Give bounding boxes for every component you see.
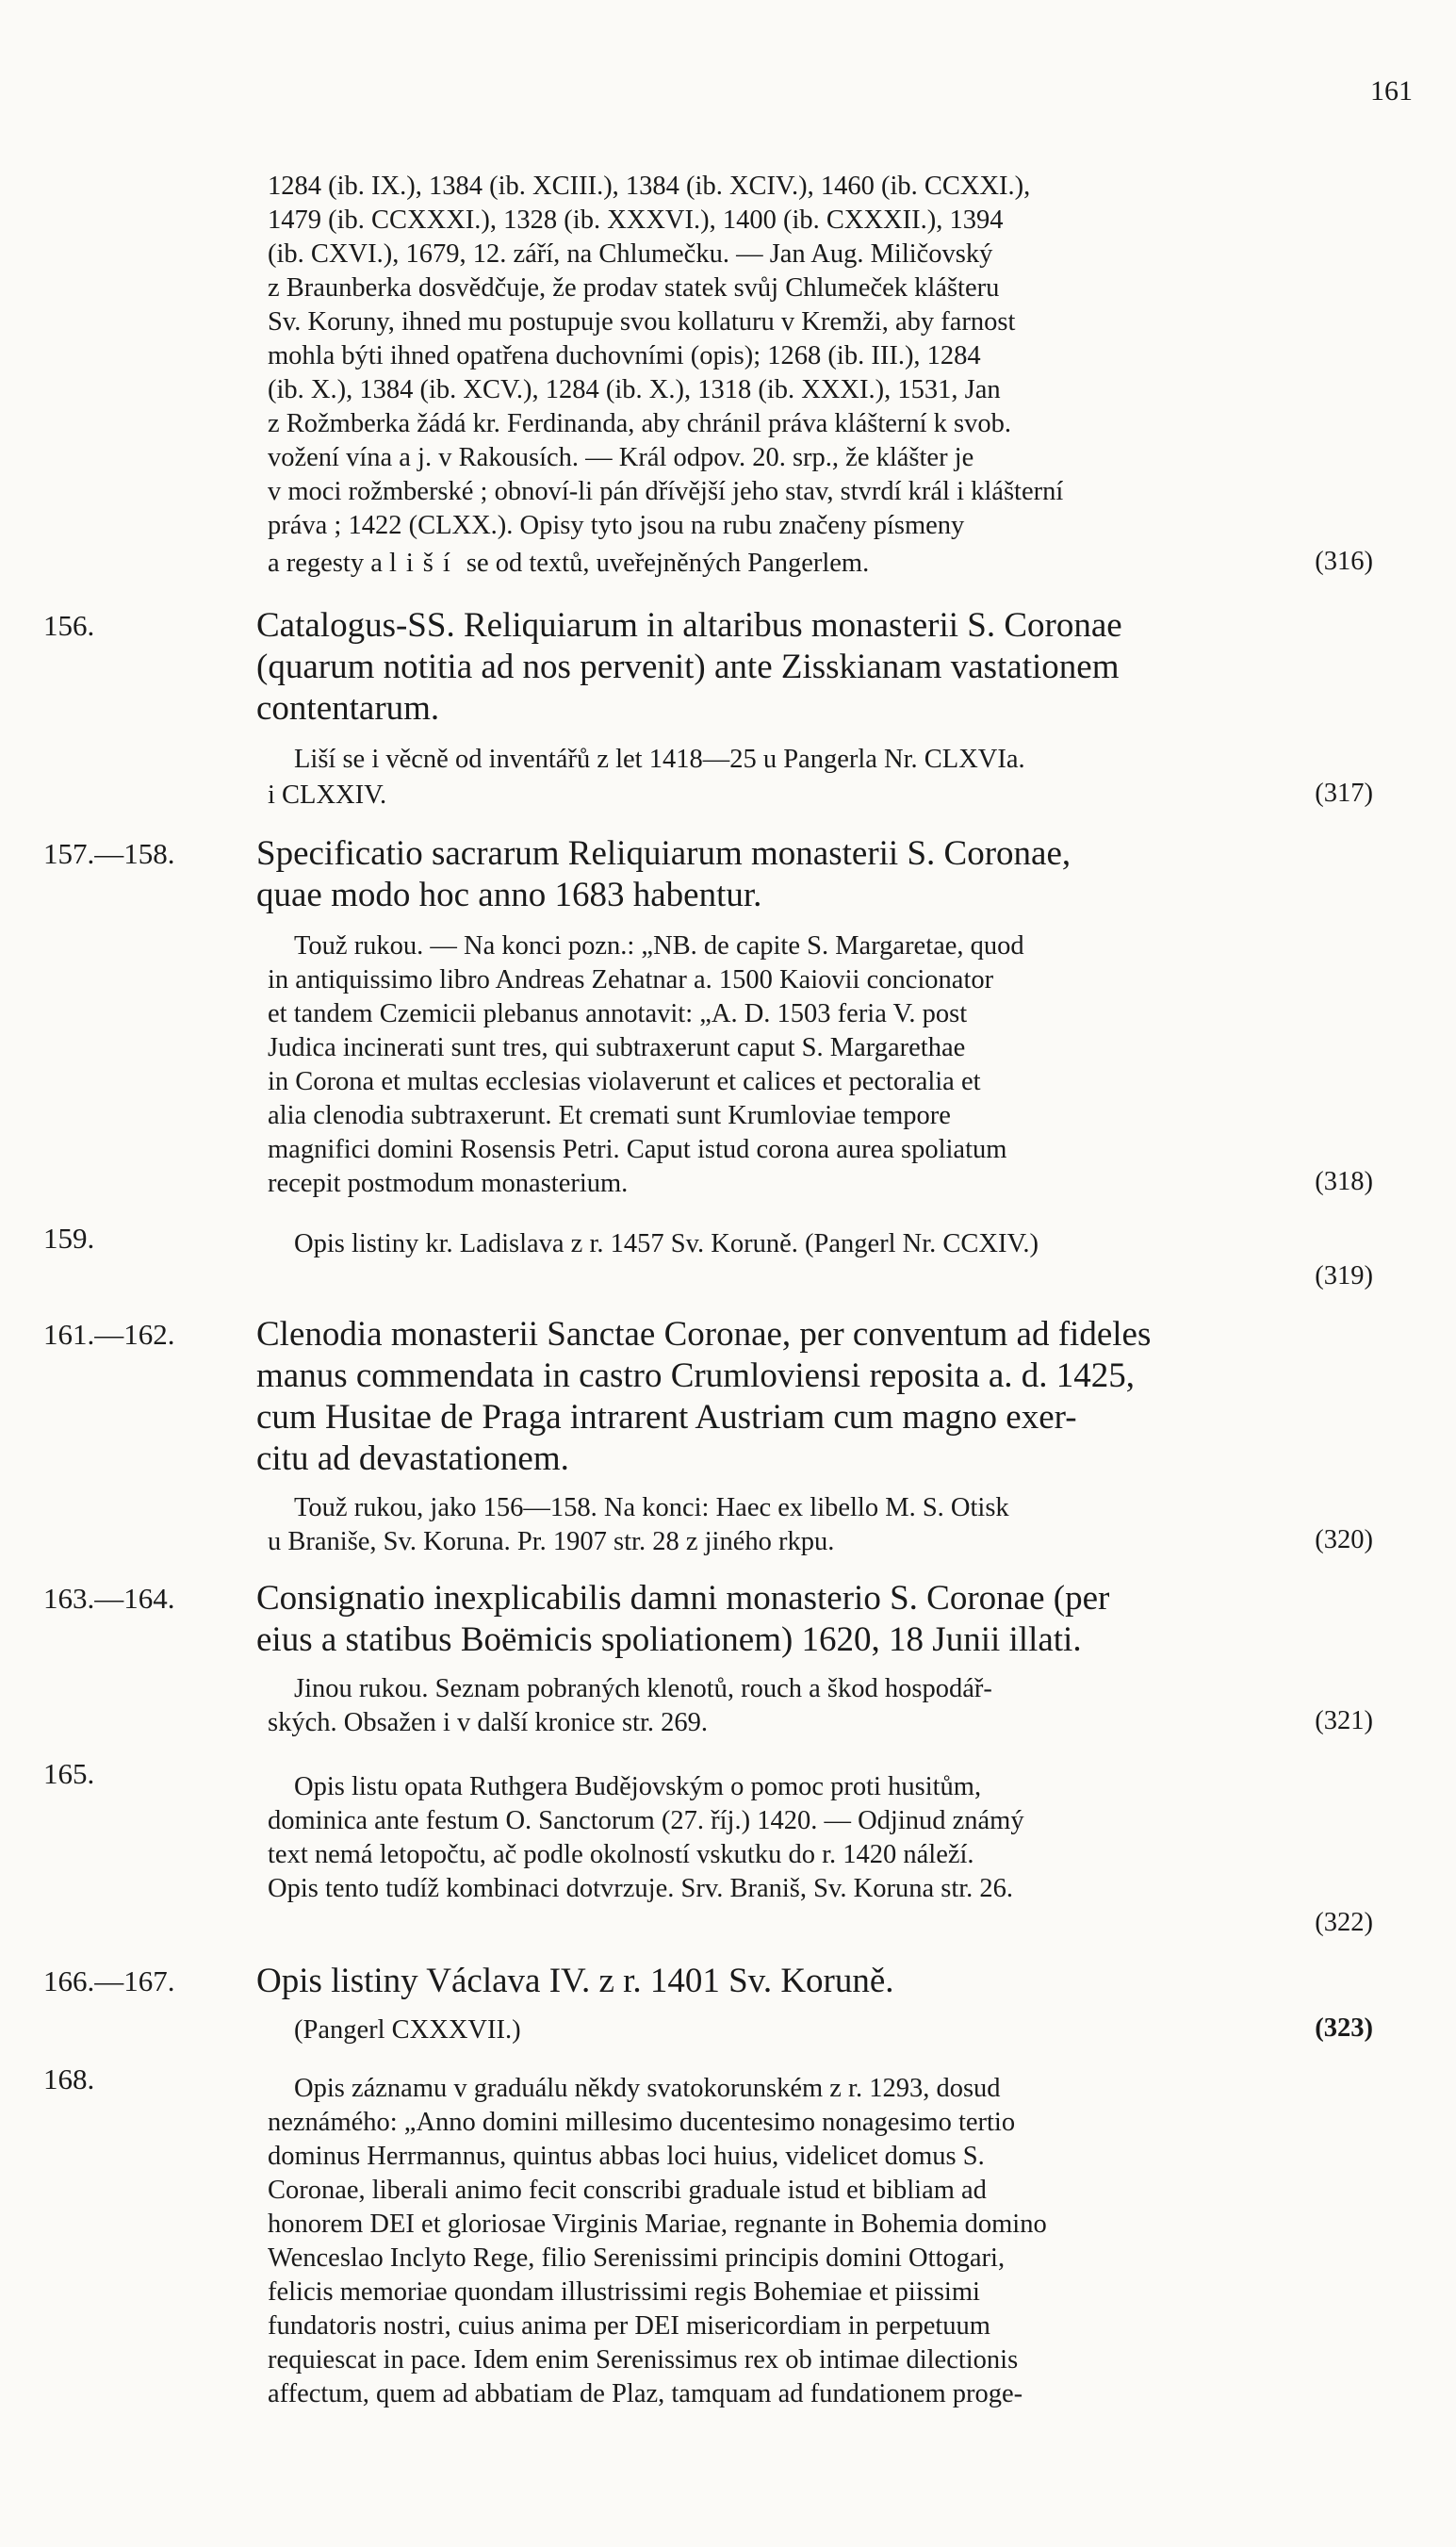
intro-line: (ib. CXVI.), 1679, 12. září, na Chlumečku. — Jan Aug. Miličovský bbox=[268, 239, 993, 269]
entry-number: 166.—167. bbox=[43, 1964, 175, 1997]
entry-note: Wenceslao Inclyto Rege, filio Serenissimi principis domini Ottogari, bbox=[268, 2243, 1006, 2273]
intro-line: mohla býti ihned opatřena duchovními (opis); 1268 (ib. III.), 1284 bbox=[268, 341, 981, 370]
entry-note: fundatoris nostri, cuius anima per DEI misericordiam in perpetuum bbox=[268, 2311, 990, 2341]
intro-text: a regesty a bbox=[268, 549, 389, 578]
intro-line: 1284 (ib. IX.), 1384 (ib. XCIII.), 1384 (ib. XCIV.), 1460 (ib. CCXXI.), bbox=[268, 172, 1031, 201]
entry-title: citu ad devastationem. bbox=[256, 1439, 569, 1478]
citation-number: (322) bbox=[1315, 1908, 1373, 1937]
entry-note: Liší se i věcně od inventářů z let 1418—25 u Pangerla Nr. CLXVIa. bbox=[294, 745, 1025, 774]
entry-title: quae modo hoc anno 1683 habentur. bbox=[256, 876, 762, 914]
entry-note: in Corona et multas ecclesias violaverunt et calices et pectoralia et bbox=[268, 1067, 981, 1096]
intro-line: práva ; 1422 (CLXX.). Opisy tyto jsou na rubu značeny písmeny bbox=[268, 511, 965, 540]
entry-title: Specificatio sacrarum Reliquiarum monasterii S. Coronae, bbox=[256, 834, 1072, 873]
citation-number: (318) bbox=[1315, 1167, 1373, 1196]
entry-title: contentarum. bbox=[256, 689, 440, 728]
entry-number: 163.—164. bbox=[43, 1582, 175, 1615]
entry-note: felicis memoriae quondam illustrissimi regis Bohemiae et piissimi bbox=[268, 2277, 980, 2307]
entry-note: neznámého: „Anno domini millesimo ducentesimo nonagesimo tertio bbox=[268, 2108, 1016, 2137]
entry-title: Catalogus-SS. Reliquiarum in altaribus monasterii S. Coronae bbox=[256, 606, 1122, 645]
entry-number: 161.—162. bbox=[43, 1318, 175, 1351]
entry-note: ských. Obsažen i v další kronice str. 269. bbox=[268, 1708, 708, 1737]
entry-note: Coronae, liberali animo fecit conscribi graduale istud et bibliam ad bbox=[268, 2176, 987, 2205]
entry-number: 156. bbox=[43, 609, 95, 642]
citation-number: (323) bbox=[1315, 2013, 1373, 2043]
intro-line: (ib. X.), 1384 (ib. XCV.), 1284 (ib. X.), 1318 (ib. XXXI.), 1531, Jan bbox=[268, 375, 1001, 404]
entry-title: Consignatio inexplicabilis damni monasterio S. Coronae (per bbox=[256, 1579, 1110, 1618]
entry-number: 157.—158. bbox=[43, 837, 175, 870]
entry-note: dominus Herrmannus, quintus abbas loci huius, videlicet domus S. bbox=[268, 2142, 985, 2171]
entry-note: Touž rukou, jako 156—158. Na konci: Haec ex libello M. S. Otisk bbox=[294, 1493, 1009, 1522]
entry-title: Clenodia monasterii Sanctae Coronae, per conventum ad fideles bbox=[256, 1315, 1152, 1354]
entry-note: Opis listiny kr. Ladislava z r. 1457 Sv. Koruně. (Pangerl Nr. CCXIV.) bbox=[294, 1229, 1039, 1258]
entry-note: recepit postmodum monasterium. bbox=[268, 1169, 629, 1198]
entry-note: Judica incinerati sunt tres, qui subtraxerunt caput S. Margarethae bbox=[268, 1033, 966, 1062]
intro-line: vožení vína a j. v Rakousích. — Král odpov. 20. srp., že klášter je bbox=[268, 443, 974, 472]
entry-note: Jinou rukou. Seznam pobraných klenotů, rouch a škod hospodář- bbox=[294, 1674, 992, 1703]
entry-note: requiescat in pace. Idem enim Serenissimus rex ob intimae dilectionis bbox=[268, 2345, 1019, 2374]
intro-line: z Braunberka dosvědčuje, že prodav statek svůj Chlumeček klášteru bbox=[268, 273, 1000, 303]
entry-title: manus commendata in castro Crumloviensi reposita a. d. 1425, bbox=[256, 1356, 1135, 1395]
entry-note: (Pangerl CXXXVII.) bbox=[294, 2015, 521, 2045]
entry-note: honorem DEI et gloriosae Virginis Mariae, regnante in Bohemia domino bbox=[268, 2210, 1047, 2239]
entry-number: 168. bbox=[43, 2062, 95, 2095]
citation-number: (319) bbox=[1315, 1261, 1373, 1290]
intro-line: v moci rožmberské ; obnoví-li pán dřívější jeho stav, stvrdí král i klášterní bbox=[268, 477, 1064, 506]
intro-text: se od textů, uveřejněných Pangerlem. bbox=[459, 549, 870, 578]
intro-line bbox=[268, 547, 869, 581]
entry-title: cum Husitae de Praga intrarent Austriam cum magno exer- bbox=[256, 1398, 1077, 1437]
entry-note: Opis listu opata Ruthgera Budějovským o pomoc proti husitům, bbox=[294, 1772, 982, 1801]
entry-note: text nemá letopočtu, ač podle okolností vskutku do r. 1420 náleží. bbox=[268, 1840, 974, 1869]
entry-note: i CLXXIV. bbox=[268, 781, 387, 810]
entry-note: Opis tento tudíž kombinaci dotvrzuje. Srv. Braniš, Sv. Koruna str. 26. bbox=[268, 1874, 1014, 1903]
entry-note: u Braniše, Sv. Koruna. Pr. 1907 str. 28 z jiného rkpu. bbox=[268, 1527, 835, 1556]
entry-number: 165. bbox=[43, 1757, 95, 1790]
entry-title: Opis listiny Václava IV. z r. 1401 Sv. Koruně. bbox=[256, 1962, 894, 2000]
entry-title: eius a statibus Boëmicis spoliationem) 1620, 18 Junii illati. bbox=[256, 1620, 1082, 1659]
intro-line: z Rožmberka žádá kr. Ferdinanda, aby chránil práva klášterní k svob. bbox=[268, 409, 1012, 438]
citation-number: (316) bbox=[1315, 547, 1373, 576]
intro-line: Sv. Koruny, ihned mu postupuje svou kollaturu v Kremži, aby farnost bbox=[268, 307, 1016, 337]
entry-note: magnifici domini Rosensis Petri. Caput istud corona aurea spoliatum bbox=[268, 1135, 1007, 1164]
entry-note: affectum, quem ad abbatiam de Plaz, tamquam ad fundationem proge- bbox=[268, 2379, 1023, 2408]
entry-title: (quarum notitia ad nos pervenit) ante Zisskianam vastationem bbox=[256, 648, 1120, 686]
entry-note: et tandem Czemicii plebanus annotavit: „A. D. 1503 feria V. post bbox=[268, 999, 968, 1028]
spaced-word: liší bbox=[388, 549, 460, 578]
entry-number: 159. bbox=[43, 1222, 95, 1255]
intro-line: 1479 (ib. CCXXXI.), 1328 (ib. XXXVI.), 1400 (ib. CXXXII.), 1394 bbox=[268, 205, 1004, 235]
entry-note: in antiquissimo libro Andreas Zehatnar a. 1500 Kaiovii concionator bbox=[268, 965, 994, 994]
entry-note: Opis záznamu v graduálu někdy svatokorunském z r. 1293, dosud bbox=[294, 2074, 1001, 2103]
entry-note: alia clenodia subtraxerunt. Et cremati sunt Krumloviae tempore bbox=[268, 1101, 951, 1130]
entry-note: Touž rukou. — Na konci pozn.: „NB. de capite S. Margaretae, quod bbox=[294, 931, 1024, 961]
citation-number: (320) bbox=[1315, 1525, 1373, 1554]
entry-note: dominica ante festum O. Sanctorum (27. říj.) 1420. — Odjinud známý bbox=[268, 1806, 1024, 1835]
citation-number: (321) bbox=[1315, 1706, 1373, 1735]
citation-number: (317) bbox=[1315, 779, 1373, 808]
page-number: 161 bbox=[1370, 75, 1413, 107]
